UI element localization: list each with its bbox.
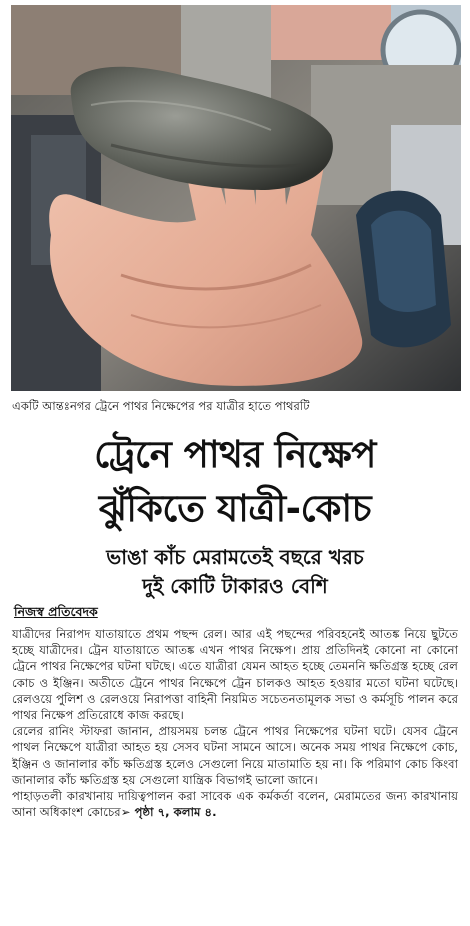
headline-line-1: ট্রেনে পাথর নিক্ষেপ xyxy=(94,433,376,476)
article-body xyxy=(12,626,458,820)
stone-in-hand-illustration xyxy=(11,5,461,391)
article-paragraph-3-text: পাহাড়তলী কারখানায় দায়িত্বপালন করা সাবেক এক কর্মকর্তা বলেন, মেরামতের জন্য কারখানায় আনা অধিকাংশ কোচের xyxy=(12,789,458,820)
article-paragraph-1: যাত্রীদের নিরাপদ যাতায়াতে প্রথম পছন্দ রেল। আর এই পছন্দের পরিবহনেই আতঙ্ক নিয়ে ছুটতে হচ্ছে যাত্রীদের। ট্রেন যাতায়াতে আতঙ্ক এখন পাথর নিক্ষেপ। প্রায় প্রতিদিনই কোনো না কোনো ট্রেনে পাথর নিক্ষেপের ঘটনা ঘটছে। এতে যাত্রীরা যেমন আহত হচ্ছে তেমননি ক্ষতিগ্রস্ত হচ্ছে রেল কোচ ও ইঞ্জিন। অতীতে ট্রেনে পাথর নিক্ষেপে ট্রেন চালকও আহত হওয়ার মতো ঘটনা ঘটেছে। রেলওয়ে পুলিশ ও রেলওয়ে নিরাপত্তা বাহিনী নিয়মিত সচেতনতামূলক সভা ও কর্মসূচি পালন করে পাথর নিক্ষেপ প্রতিরোধে কাজ করছে। xyxy=(12,627,458,723)
article-paragraph-3 xyxy=(12,788,458,820)
headline-line-2: ঝুঁকিতে যাত্রী-কোচ xyxy=(98,487,372,530)
subheadline xyxy=(0,543,470,601)
byline: নিজস্ব প্রতিবেদক xyxy=(14,604,98,619)
headline xyxy=(0,428,470,536)
article-paragraph-2: রেলের রানিং স্টাফরা জানান, প্রায়সময় চলন্ত ট্রেনে পাথর নিক্ষেপের ঘটনা ঘটে। যেসব ট্রেনে পাথল নিক্ষেপে যাত্রীরা আহত হয় সেসব ঘটনা সামনে আসে। অনেক সময় পাথর নিক্ষেপে কোচ, ইঞ্জিন ও জানালার কাঁচ ক্ষতিগ্রস্ত হলেও সেগুলো নিয়ে মাতামাতি হয় না। কি পরিমাণ কোচ কিংবা জানালার কাঁচ ক্ষতিগ্রস্ত হয় সেগুলো যান্ত্রিক বিভাগই ভালো জানে। xyxy=(12,724,458,787)
continuation-link[interactable]: ➢ পৃষ্ঠা ৭, কলাম ৪. xyxy=(120,805,217,820)
subheadline-line-2: দুই কোটি টাকারও বেশি xyxy=(142,574,328,598)
subheadline-line-1: ভাঙা কাঁচ মেরামতেই বছরে খরচ xyxy=(106,545,364,569)
photo-caption: একটি আন্তঃনগর ট্রেনে পাথর নিক্ষেপের পর যাত্রীর হাতে পাথরটি xyxy=(12,399,310,413)
news-photo xyxy=(11,5,461,391)
